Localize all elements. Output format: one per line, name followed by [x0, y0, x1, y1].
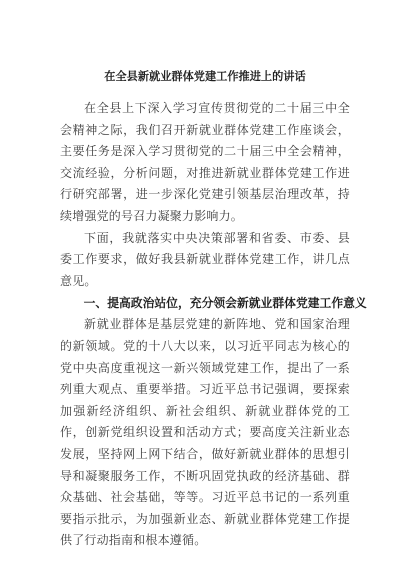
document-title: 在全县新就业群体党建工作推进上的讲话	[104, 70, 306, 83]
intro-paragraph: 在全县上下深入学习宣传贯彻党的二十届三中全会精神之际，我们召开新就业群体党建工作座谈会，主要任务是深入学习贯彻党的二十届三中全会精神，交流经验，分析问题，对推进新就业群体党建工作进行研究部署，进一步深化党建引领基层治理改革，持续增强党的号召力凝聚力影响力。	[60, 101, 350, 223]
section-paragraph: 新就业群体是基层党建的新阵地、党和国家治理的新领域。党的十八大以来，以习近平同志为核心的党中央高度重视这一新兴领域党建工作，提出了一系列重大观点、重要举措。习近平总书记强调，要探索加强新经济组织、新社会组织、新就业群体党的工作，创新党组织设置和活动方式；要高度关注新业态发展，坚持网上网下结合，做好新就业群体的思想引导和凝聚服务工作，不断巩固党执政的经济基础、群众基础、社会基础，等等。习近平总书记的一系列重要指示批示，为加强新业态、新就业群体党建工作提供了行动指南和根本遵循。	[60, 317, 350, 548]
overview-paragraph: 下面，我就落实中央决策部署和省委、市委、县委工作要求，做好我县新就业群体党建工作，讲几点意见。	[60, 230, 350, 288]
document-content	[60, 69, 367, 552]
section-heading: 一、提高政治站位，充分领会新就业群体党建工作意义	[83, 296, 367, 311]
